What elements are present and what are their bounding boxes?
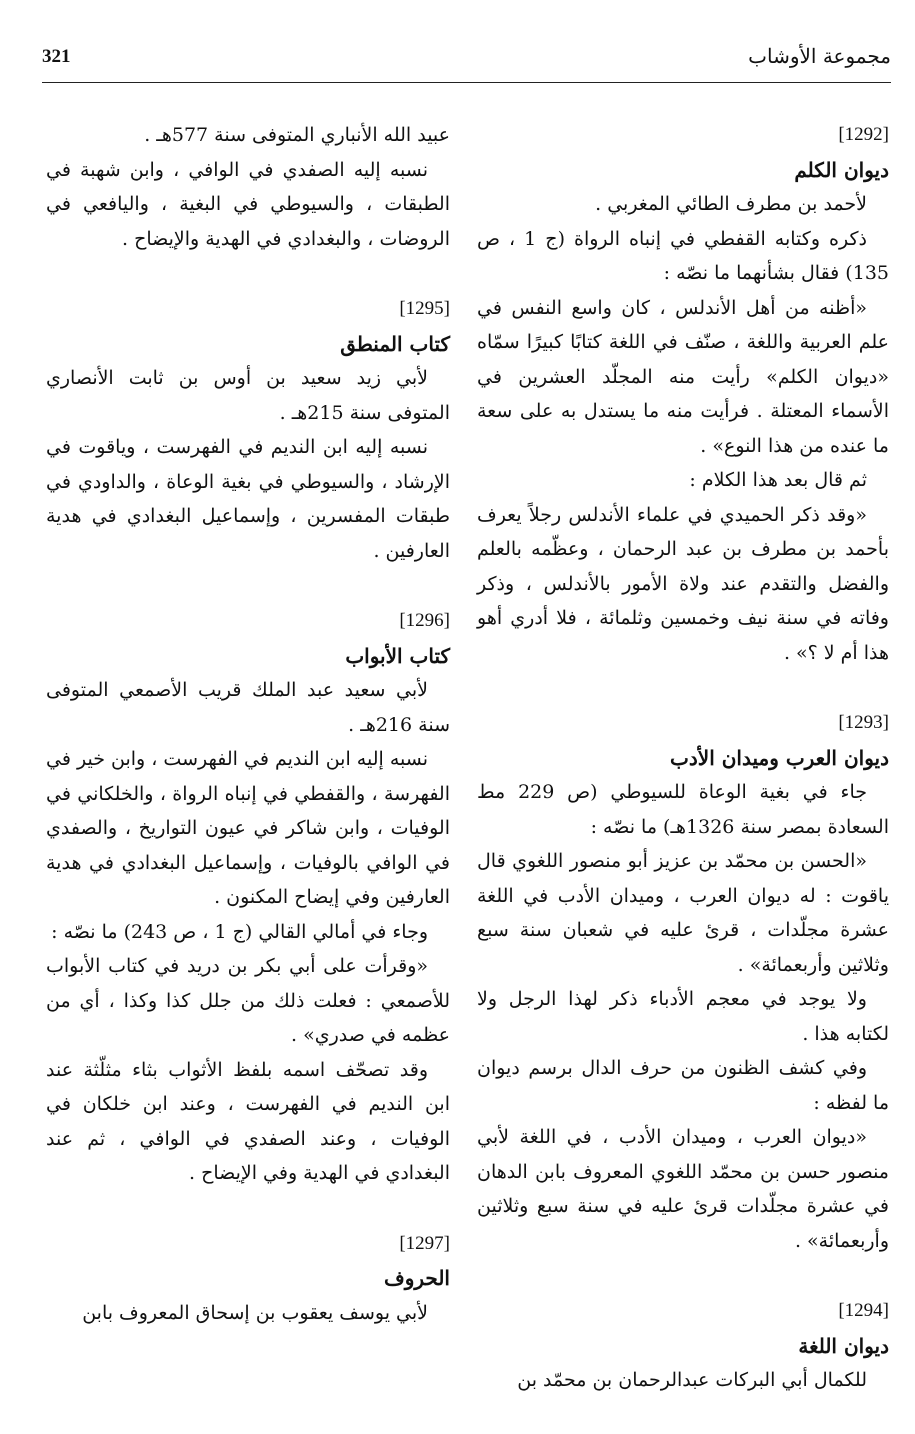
paragraph: جاء في بغية الوعاة للسيوطي (ص 229 مط السعادة بمصر سنة 1326هـ) ما نصّه : <box>477 781 889 838</box>
entry-title: ديوان اللغة <box>798 1333 889 1358</box>
running-title: مجموعة الأوشاب <box>748 44 891 68</box>
quotation: «ديوان العرب ، وميدان الأدب ، في اللغة لأبي منصور حسن بن محمّد اللغوي المعروف بابن الدهان في عشرة مجلّدات قرئ عليه في سنة سبع وثلاثين وأربعمائة» . <box>477 1126 889 1252</box>
quotation: «الحسن بن محمّد بن عزيز أبو منصور اللغوي قال ياقوت : له ديوان العرب ، وميدان الأدب في اللغة عشرة مجلّدات ، قرئ عليه في شعبان سنة سبع وثلاثين وأربعمائة» . <box>477 850 889 976</box>
entry-1295 <box>46 292 450 568</box>
entry-1292 <box>477 118 889 670</box>
paragraph: ثم قال بعد هذا الكلام : <box>689 469 867 491</box>
right-column <box>477 118 889 1434</box>
entry-1296 <box>46 604 450 1191</box>
paragraph: لأبي زيد سعيد بن أوس بن ثابت الأنصاري المتوفى سنة 215هـ . <box>46 367 450 424</box>
entry-number: [1297] <box>399 1232 450 1254</box>
paragraph: نسبه إليه الصفدي في الوافي ، وابن شهبة في الطبقات ، والسيوطي في البغية ، واليافعي في الروضات ، والبغدادي في الهدية والإيضاح . <box>46 158 450 250</box>
left-column <box>46 118 450 1366</box>
paragraph: وفي كشف الظنون من حرف الدال برسم ديوان ما لفظه : <box>477 1057 889 1114</box>
entry-number: [1294] <box>838 1300 889 1321</box>
paragraph: عبيد الله الأنباري المتوفى سنة 577هـ . <box>144 124 450 146</box>
paragraph: ذكره وكتابه القفطي في إنباه الرواة (ج 1 ، ص 135) فقال بشأنهما ما نصّه : <box>477 227 889 284</box>
entry-number: [1296] <box>399 610 450 631</box>
entry-1294 <box>477 1294 889 1398</box>
entry-title: كتاب المنطق <box>340 331 450 356</box>
paragraph: نسبه إليه ابن النديم في الفهرست ، وابن خير في الفهرسة ، والقفطي في إنباه الرواة ، والخلكاني في الوفيات ، وابن شاكر في عيون التواريخ ، والصفدي في الوافي بالوفيات ، وإسماعيل البغدادي في هدية العارفين وفي إيضاح المكنون . <box>46 748 450 908</box>
paragraph: لأحمد بن مطرف الطائي المغربي . <box>595 193 867 215</box>
entry-number: [1293] <box>838 712 889 733</box>
entry-number: [1295] <box>399 298 450 319</box>
entry-title: كتاب الأبواب <box>345 643 450 668</box>
entry-number: [1292] <box>838 124 889 145</box>
entry-1297 <box>46 1227 450 1331</box>
paragraph: لأبي سعيد عبد الملك قريب الأصمعي المتوفى سنة 216هـ . <box>46 679 450 736</box>
entry-title: الحروف <box>384 1266 450 1290</box>
page-header <box>42 46 891 83</box>
paragraph: ولا يوجد في معجم الأدباء ذكر لهذا الرجل ولا لكتابه هذا . <box>477 988 889 1045</box>
paragraph: نسبه إليه ابن النديم في الفهرست ، وياقوت في الإرشاد ، والسيوطي في بغية الوعاة ، والداودي في طبقات المفسرين ، وإسماعيل البغدادي في هدية العارفين . <box>46 436 450 562</box>
entry-title: ديوان العرب وميدان الأدب <box>670 745 889 770</box>
entry-title: ديوان الكلم <box>794 157 889 182</box>
quotation: «وقد ذكر الحميدي في علماء الأندلس رجلاً يعرف بأحمد بن مطرف بن عبد الرحمان ، وعظّمه بالعلم والفضل والتقدم عند ولاة الأمور بالأندلس ، وذكر وفاته في سنة نيف وخمسين وثلمائة ، فلا أدري أهو هذا أم لا ؟» . <box>477 503 889 664</box>
entry-1293 <box>477 706 889 1258</box>
entry-continuation <box>46 118 450 256</box>
paragraph: لأبي يوسف يعقوب بن إسحاق المعروف بابن <box>82 1301 428 1324</box>
paragraph: وجاء في أمالي القالي (ج 1 ، ص 243) ما نصّه : <box>51 920 428 943</box>
paragraph: للكمال أبي البركات عبدالرحمان بن محمّد بن <box>517 1369 867 1391</box>
quotation: «وقرأت على أبي بكر بن دريد في كتاب الأبواب للأصمعي : فعلت ذلك من جلل كذا وكذا ، أي من عظمه في صدري» . <box>46 955 450 1046</box>
paragraph: وقد تصحّف اسمه بلفظ الأثواب بثاء مثلّثة عند ابن النديم في الفهرست ، وعند ابن خلكان في الوفيات ، وعند الصفدي في الوافي ، ثم عند البغدادي في الهدية وفي الإيضاح . <box>46 1058 450 1184</box>
page-number: 321 <box>42 46 71 67</box>
quotation: «أظنه من أهل الأندلس ، كان واسع النفس في علم العربية واللغة ، صنّف في اللغة كتابًا كبيرًا سمّاه «ديوان الكلم» رأيت منه المجلّد العشرين في الأسماء المعتلة . فرأيت منه ما يستدل به على سعة ما عنده من هذا النوع» . <box>477 296 889 457</box>
